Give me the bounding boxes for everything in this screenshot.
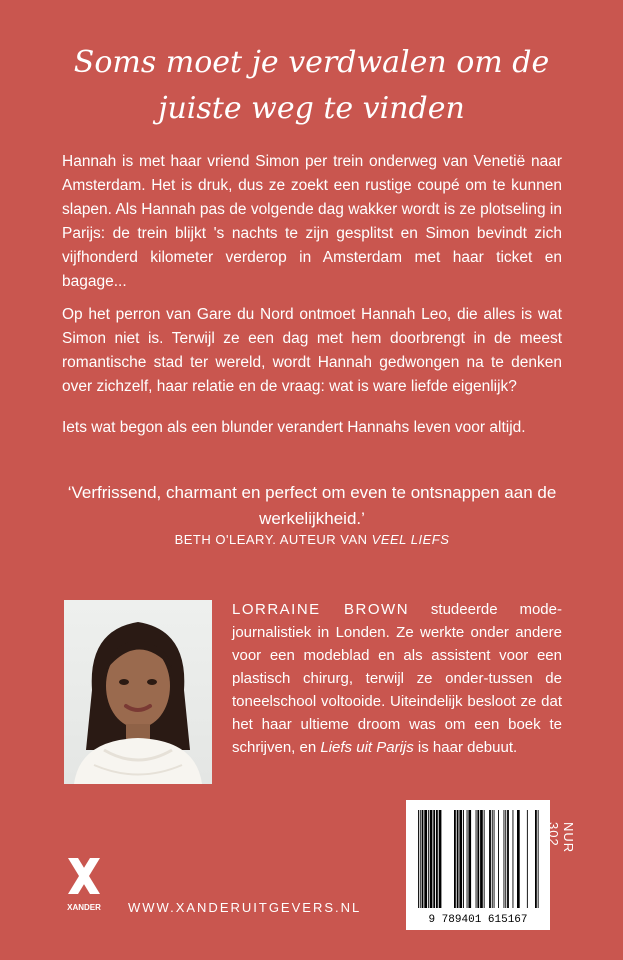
barcode-bar (433, 810, 435, 908)
barcode-bar (476, 810, 477, 908)
bio-text-before: studeerde mode-journalistiek in Londen. Ze werkte onder andere voor een modeblad en als assistent voor een plastisch chirurg, terwijl ze onder-tussen de toneelschool voltooide. Uiteindelijk besloot ze dat het haar ultieme droom was om een boek te schrijven, en (232, 601, 562, 756)
blurb-paragraph-2: Op het perron van Gare du Nord ontmoet Hannah Leo, die alles is wat Simon niet is. Terwijl ze een dag met hem doorbrengt in de meest romantische stad ter wereld, wordt Hannah gedwongen na te denken over zichzelf, haar relatie en de vraag: wat is ware liefde eigenlijk? (62, 306, 562, 395)
barcode-bar (439, 810, 442, 908)
barcode-bar (420, 810, 421, 908)
barcode-bar (428, 810, 429, 908)
barcode (406, 800, 550, 930)
barcode-graphic (406, 800, 550, 930)
barcode-bar (463, 810, 464, 908)
nur-code: NUR 302 (546, 822, 576, 854)
barcode-bar (527, 810, 528, 908)
review-quote: ‘Verfrissend, charmant en perfect om even te ontsnappen aan de werkelijkheid.’ (67, 483, 557, 528)
barcode-bar (480, 810, 483, 908)
barcode-bar (507, 810, 509, 908)
review-attribution-book: VEEL LIEFS (371, 532, 450, 547)
barcode-bar (436, 810, 438, 908)
barcode-bar (454, 810, 456, 908)
barcode-bar (494, 810, 495, 908)
barcode-bar (513, 810, 514, 908)
bio-text-after: is haar debuut. (413, 739, 518, 756)
barcode-bar (498, 810, 499, 908)
barcode-bar (517, 810, 520, 908)
xander-logo-mark (64, 854, 104, 914)
barcode-bar (457, 810, 459, 908)
xander-logo (64, 854, 104, 914)
barcode-bar (477, 810, 479, 908)
barcode-bar (468, 810, 471, 908)
review-attribution (62, 532, 562, 547)
barcode-bar (459, 810, 462, 908)
tagline: Soms moet je verdwalen om de juiste weg te vinden (73, 45, 550, 126)
author-photo (64, 600, 212, 784)
barcode-bar (467, 810, 468, 908)
barcode-bar (484, 810, 485, 908)
blurb-paragraph-3: Iets wat begon als een blunder verandert Hannahs leven voor altijd. (62, 419, 526, 436)
review-attribution-author: BETH O'LEARY. AUTEUR VAN (174, 532, 368, 547)
author-name: LORRAINE BROWN (232, 601, 410, 618)
barcode-bar (430, 810, 433, 908)
barcode-bar (418, 810, 419, 908)
barcode-bar (504, 810, 505, 908)
author-portrait (64, 600, 212, 784)
blurb-paragraph-1: Hannah is met haar vriend Simon per trein onderweg van Venetië naar Amsterdam. Het is druk, dus ze zoekt een rustige coupé om te kunnen slapen. Als Hannah pas de volgende dag wakker wordt is ze plotseling in Parijs: de trein blijkt 's nachts te zijn gesplitst en Simon bevindt zich vijfhonderd kilometer verderop in Amsterdam met haar ticket en bagage... (62, 153, 562, 290)
xander-logo-text: XANDER (67, 903, 101, 912)
barcode-bar (422, 810, 424, 908)
barcode-bar (424, 810, 427, 908)
barcode-bar (489, 810, 491, 908)
author-bio (232, 598, 562, 759)
barcode-bar (492, 810, 493, 908)
publisher-website: WWW.XANDERUITGEVERS.NL (128, 900, 362, 915)
barcode-bar (505, 810, 506, 908)
bio-book-title: Liefs uit Parijs (320, 739, 414, 756)
isbn-number: 9 789401 615167 (428, 914, 528, 926)
barcode-bar (538, 810, 539, 908)
barcode-bar (535, 810, 537, 908)
